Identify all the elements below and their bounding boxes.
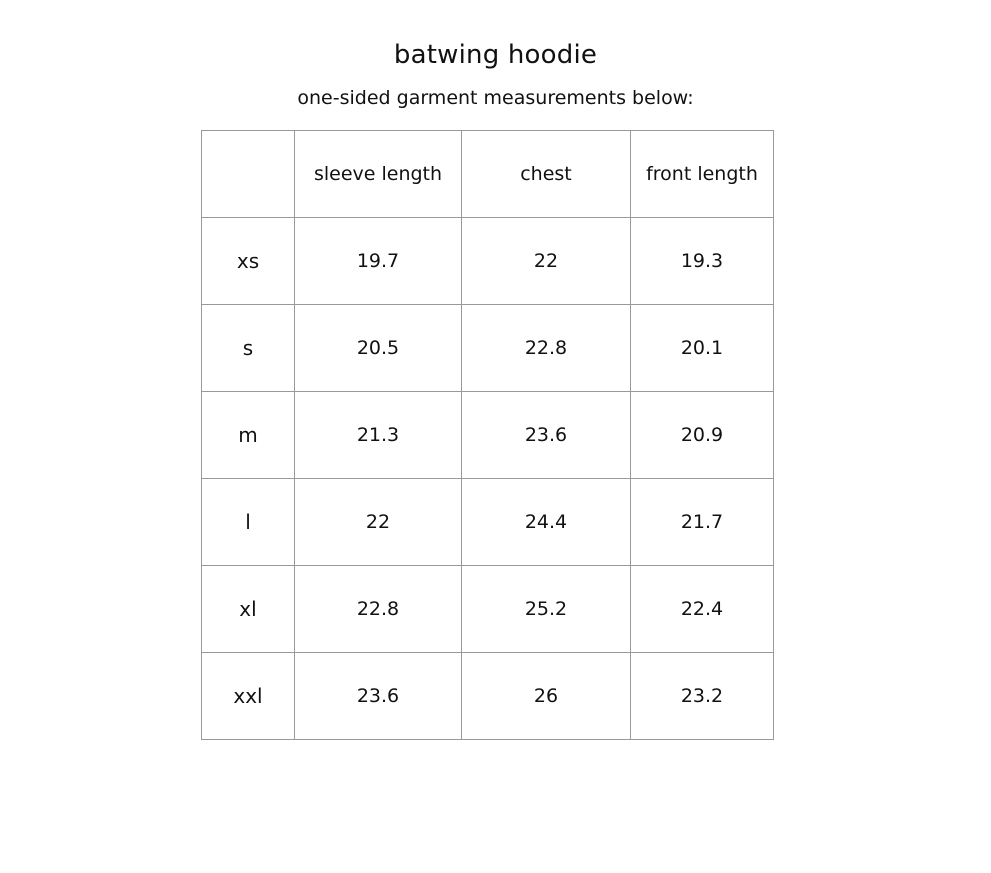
size-label: s <box>202 305 295 392</box>
size-label: xl <box>202 566 295 653</box>
front-length-value: 20.1 <box>631 305 774 392</box>
chest-value: 22 <box>462 218 631 305</box>
table-row <box>202 218 774 305</box>
size-chart-table <box>201 130 774 740</box>
sleeve-length-value: 20.5 <box>295 305 462 392</box>
front-length-value: 21.7 <box>631 479 774 566</box>
table-row <box>202 566 774 653</box>
size-label: xxl <box>202 653 295 740</box>
sleeve-length-value: 23.6 <box>295 653 462 740</box>
front-length-value: 23.2 <box>631 653 774 740</box>
sleeve-length-value: 22 <box>295 479 462 566</box>
chest-value: 26 <box>462 653 631 740</box>
chest-value: 23.6 <box>462 392 631 479</box>
chest-value: 25.2 <box>462 566 631 653</box>
sleeve-length-value: 22.8 <box>295 566 462 653</box>
size-label: xs <box>202 218 295 305</box>
header-cell-sleeve-length: sleeve length <box>295 131 462 218</box>
table-row <box>202 392 774 479</box>
header-cell-front-length: front length <box>631 131 774 218</box>
front-length-value: 20.9 <box>631 392 774 479</box>
page-title: batwing hoodie <box>393 40 598 70</box>
front-length-value: 22.4 <box>631 566 774 653</box>
sleeve-length-value: 19.7 <box>295 218 462 305</box>
header-cell-chest: chest <box>462 131 631 218</box>
page-subtitle: one-sided garment measurements below: <box>297 87 694 109</box>
chest-value: 22.8 <box>462 305 631 392</box>
chest-value: 24.4 <box>462 479 631 566</box>
size-label: m <box>202 392 295 479</box>
table-header-row <box>202 131 774 218</box>
size-label: l <box>202 479 295 566</box>
table-row <box>202 479 774 566</box>
table-row <box>202 305 774 392</box>
table-row <box>202 653 774 740</box>
header-cell-empty <box>202 131 295 218</box>
front-length-value: 19.3 <box>631 218 774 305</box>
sleeve-length-value: 21.3 <box>295 392 462 479</box>
